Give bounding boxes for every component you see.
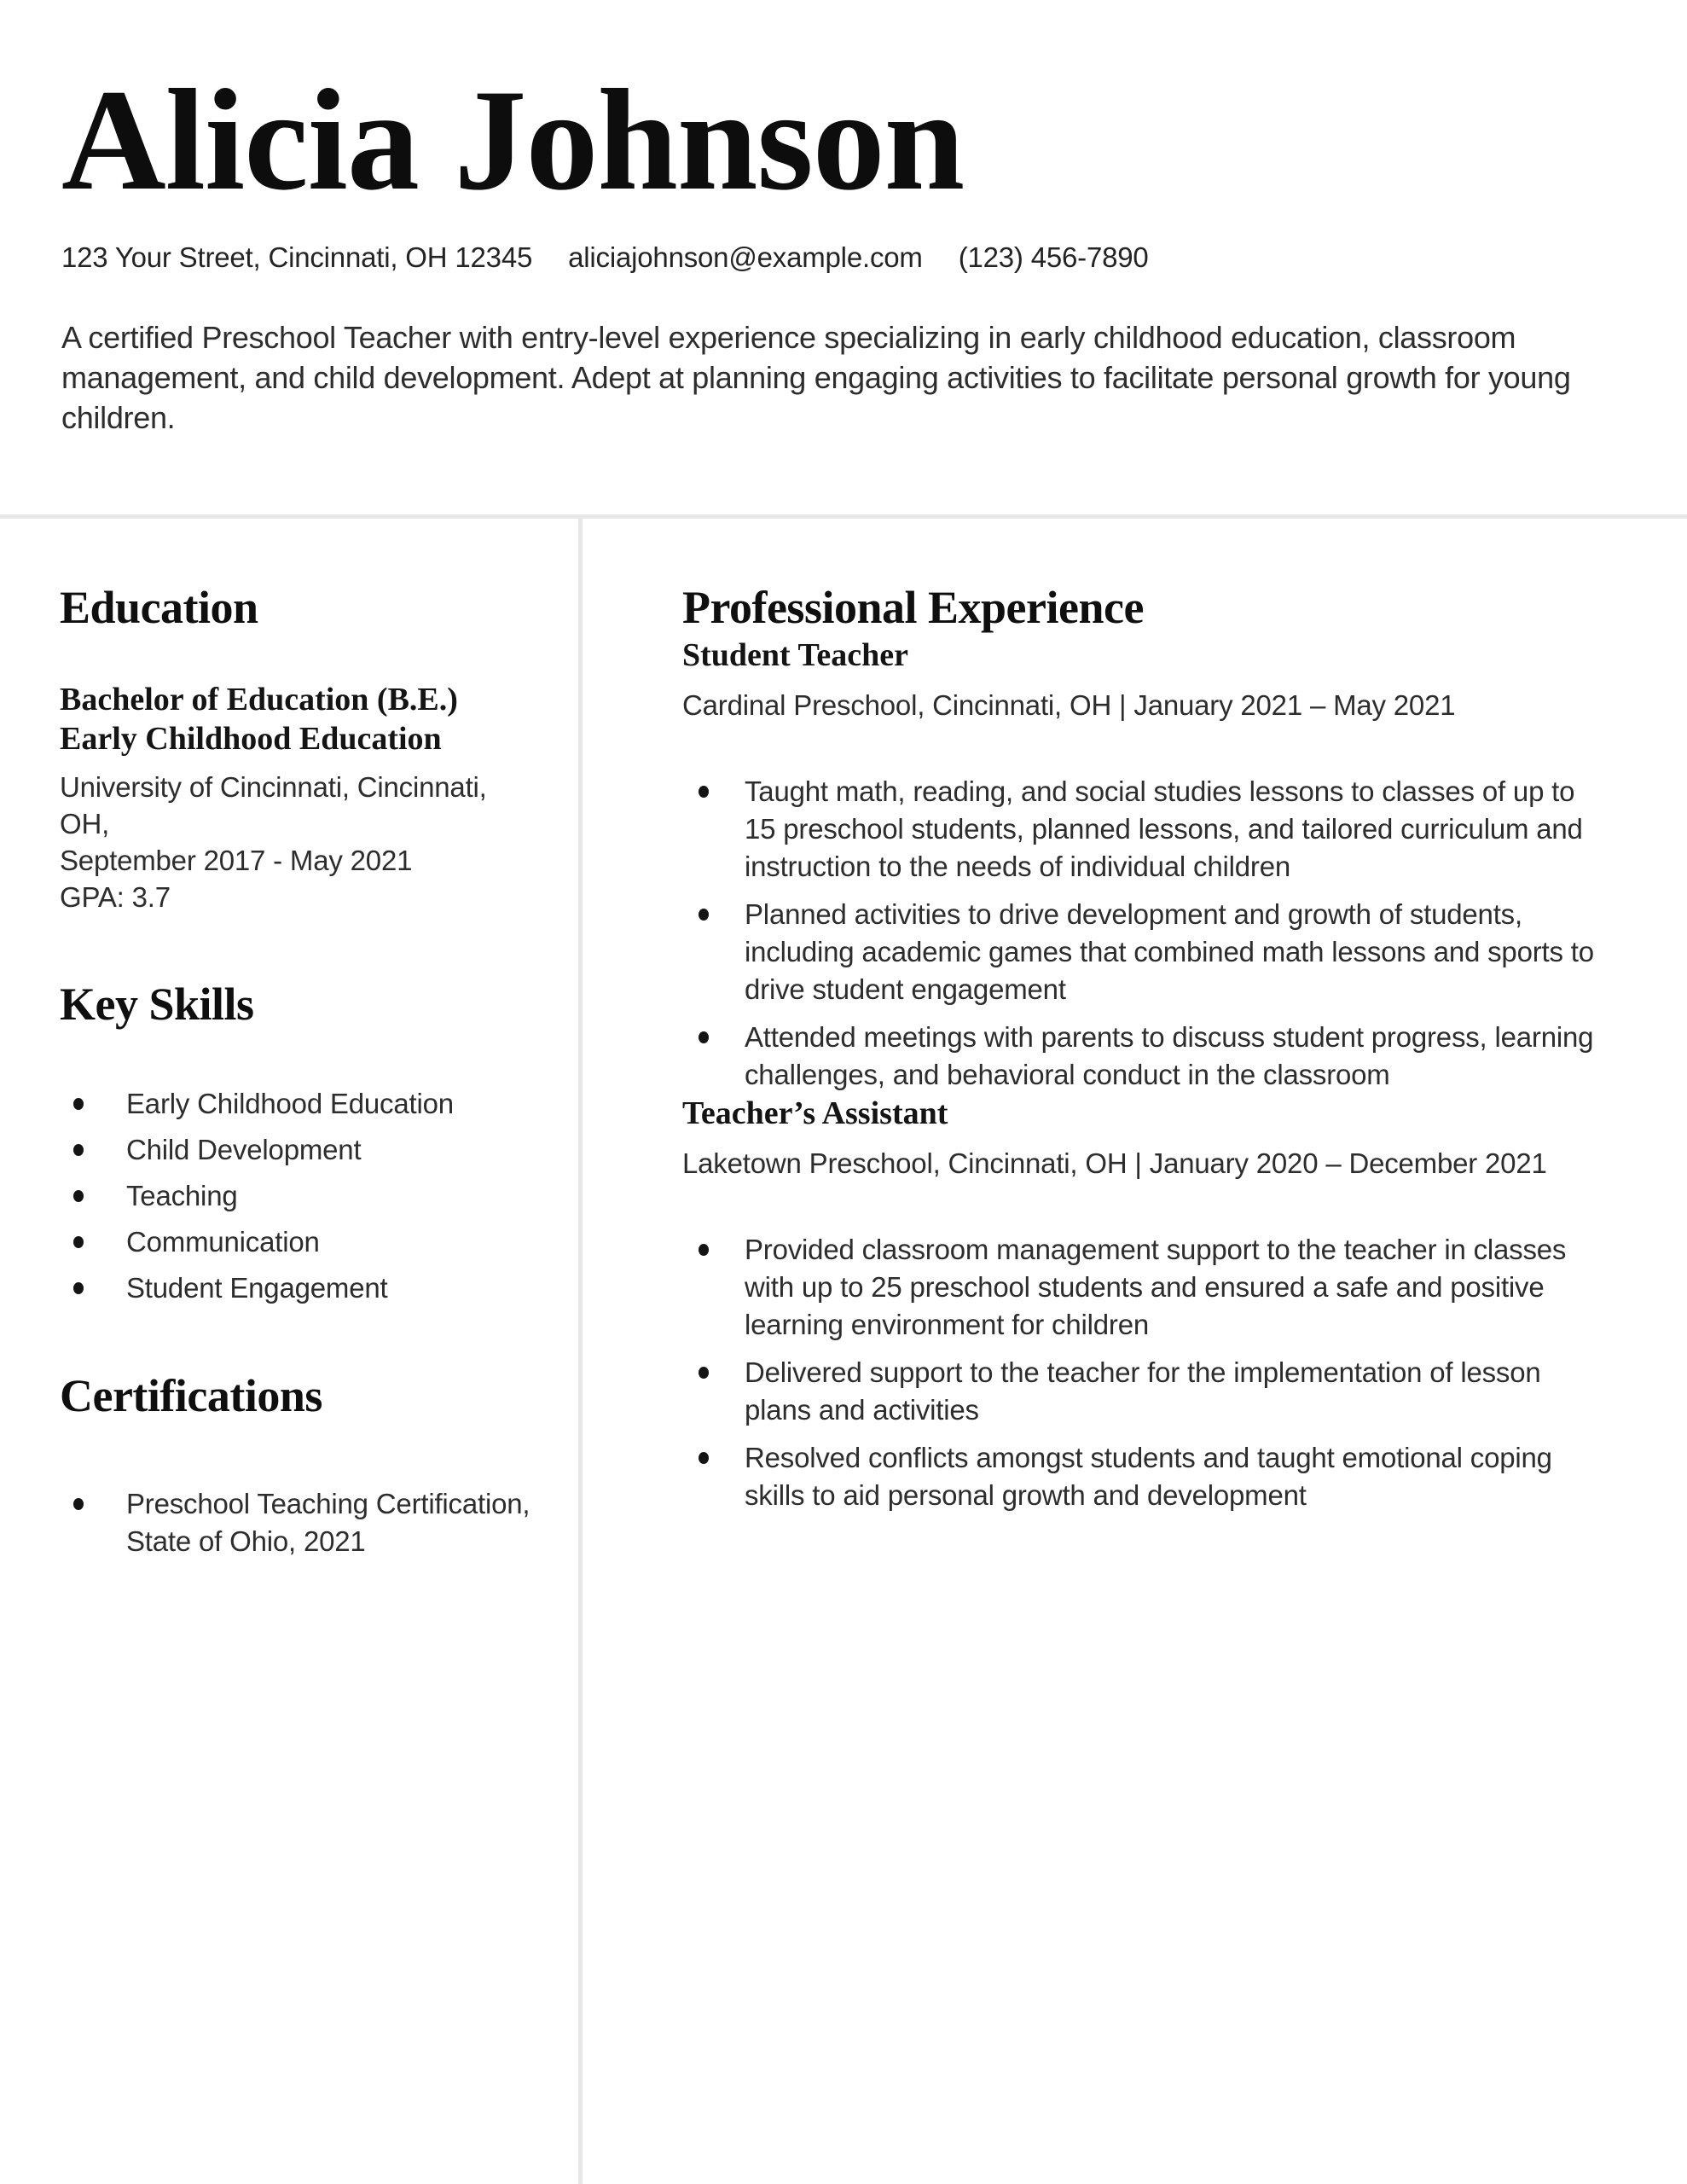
certification-item xyxy=(126,1485,542,1560)
education-gpa: GPA: 3.7 xyxy=(60,881,171,913)
job-bullet-list xyxy=(682,1231,1612,1514)
skill-item xyxy=(126,1269,542,1307)
education-section xyxy=(60,580,542,915)
job-bullet xyxy=(745,1231,1612,1344)
certifications-heading: Certifications xyxy=(60,1370,322,1421)
bullet-icon xyxy=(73,1190,84,1202)
skill-item xyxy=(126,1131,542,1169)
skill-label: Early Childhood Education xyxy=(126,1088,454,1119)
certification-label: Preschool Teaching Certification, State of Ohio, 2021 xyxy=(126,1488,530,1557)
bullet-icon xyxy=(73,1144,84,1156)
job-bullet-text: Attended meetings with parents to discuss student progress, learning challenges, and behavioral conduct in the classroom xyxy=(745,1021,1594,1090)
job-title: Teacher’s Assistant xyxy=(682,1095,948,1131)
bullet-icon xyxy=(699,1031,709,1043)
job-bullet xyxy=(745,1354,1612,1429)
resume-header xyxy=(0,0,1687,438)
key-skills-list xyxy=(60,1085,542,1307)
degree-line-1: Bachelor of Education (B.E.) xyxy=(60,682,458,717)
candidate-name: Alicia Johnson xyxy=(61,60,965,220)
bullet-icon xyxy=(699,1452,709,1464)
bullet-icon xyxy=(73,1236,84,1248)
education-school: University of Cincinnati, Cincinnati, OH, xyxy=(60,771,487,839)
certifications-list xyxy=(60,1485,542,1560)
professional-summary: A certified Preschool Teacher with entry-level experience specializing in early childhood education, classroom management, and child development. Adept at planning engaging activities to facilitate personal growth for young children. xyxy=(61,320,1571,435)
job-meta: Cardinal Preschool, Cincinnati, OH | January 2021 – May 2021 xyxy=(682,689,1456,721)
education-heading: Education xyxy=(60,582,258,633)
skill-label: Child Development xyxy=(126,1134,362,1165)
skill-label: Student Engagement xyxy=(126,1272,388,1304)
bullet-icon xyxy=(699,1367,709,1379)
bullet-icon xyxy=(73,1282,84,1294)
left-column xyxy=(60,519,542,1560)
job-bullet xyxy=(745,773,1612,886)
experience-heading: Professional Experience xyxy=(682,582,1144,633)
certifications-section xyxy=(60,1368,542,1560)
key-skills-section xyxy=(60,977,542,1307)
skill-item xyxy=(126,1177,542,1215)
job-bullet-list xyxy=(682,773,1612,1094)
job-bullet-text: Delivered support to the teacher for the implementation of lesson plans and activities xyxy=(745,1356,1541,1426)
job-entry xyxy=(682,636,1612,1094)
job-bullet xyxy=(745,896,1612,1008)
degree-line-2: Early Childhood Education xyxy=(60,721,442,757)
contact-line xyxy=(61,241,1626,275)
job-bullet xyxy=(745,1439,1612,1514)
education-dates: September 2017 - May 2021 xyxy=(60,845,413,876)
education-degree xyxy=(60,680,542,758)
contact-phone: (123) 456-7890 xyxy=(958,241,1149,273)
bullet-icon xyxy=(73,1498,84,1510)
skill-item xyxy=(126,1223,542,1261)
contact-email: aliciajohnson@example.com xyxy=(568,241,923,273)
contact-address: 123 Your Street, Cincinnati, OH 12345 xyxy=(61,241,533,273)
key-skills-heading: Key Skills xyxy=(60,979,254,1030)
job-entry xyxy=(682,1094,1612,1514)
job-title: Student Teacher xyxy=(682,637,908,673)
right-column xyxy=(682,519,1612,1514)
job-bullet-text: Planned activities to drive development and growth of students, including academic games that combined math lessons and sports to drive student engagement xyxy=(745,898,1594,1005)
bullet-icon xyxy=(699,1244,709,1256)
job-bullet-text: Taught math, reading, and social studies lessons to classes of up to 15 preschool students, planned lessons, and tailored curriculum and instruction to the needs of individual children xyxy=(745,775,1583,882)
vertical-divider xyxy=(578,519,583,2184)
skill-item xyxy=(126,1085,542,1123)
skill-label: Teaching xyxy=(126,1180,238,1211)
bullet-icon xyxy=(73,1098,84,1110)
job-bullet-text: Resolved conflicts amongst students and taught emotional coping skills to aid personal growth and development xyxy=(745,1442,1552,1511)
education-details xyxy=(60,769,542,915)
bullet-icon xyxy=(699,909,709,921)
bullet-icon xyxy=(699,786,709,798)
job-bullet-text: Provided classroom management support to the teacher in classes with up to 25 preschool students and ensured a safe and positive learning environment for children xyxy=(745,1234,1567,1340)
job-bullet xyxy=(745,1019,1612,1094)
job-meta: Laketown Preschool, Cincinnati, OH | January 2020 – December 2021 xyxy=(682,1147,1547,1179)
skill-label: Communication xyxy=(126,1226,320,1258)
